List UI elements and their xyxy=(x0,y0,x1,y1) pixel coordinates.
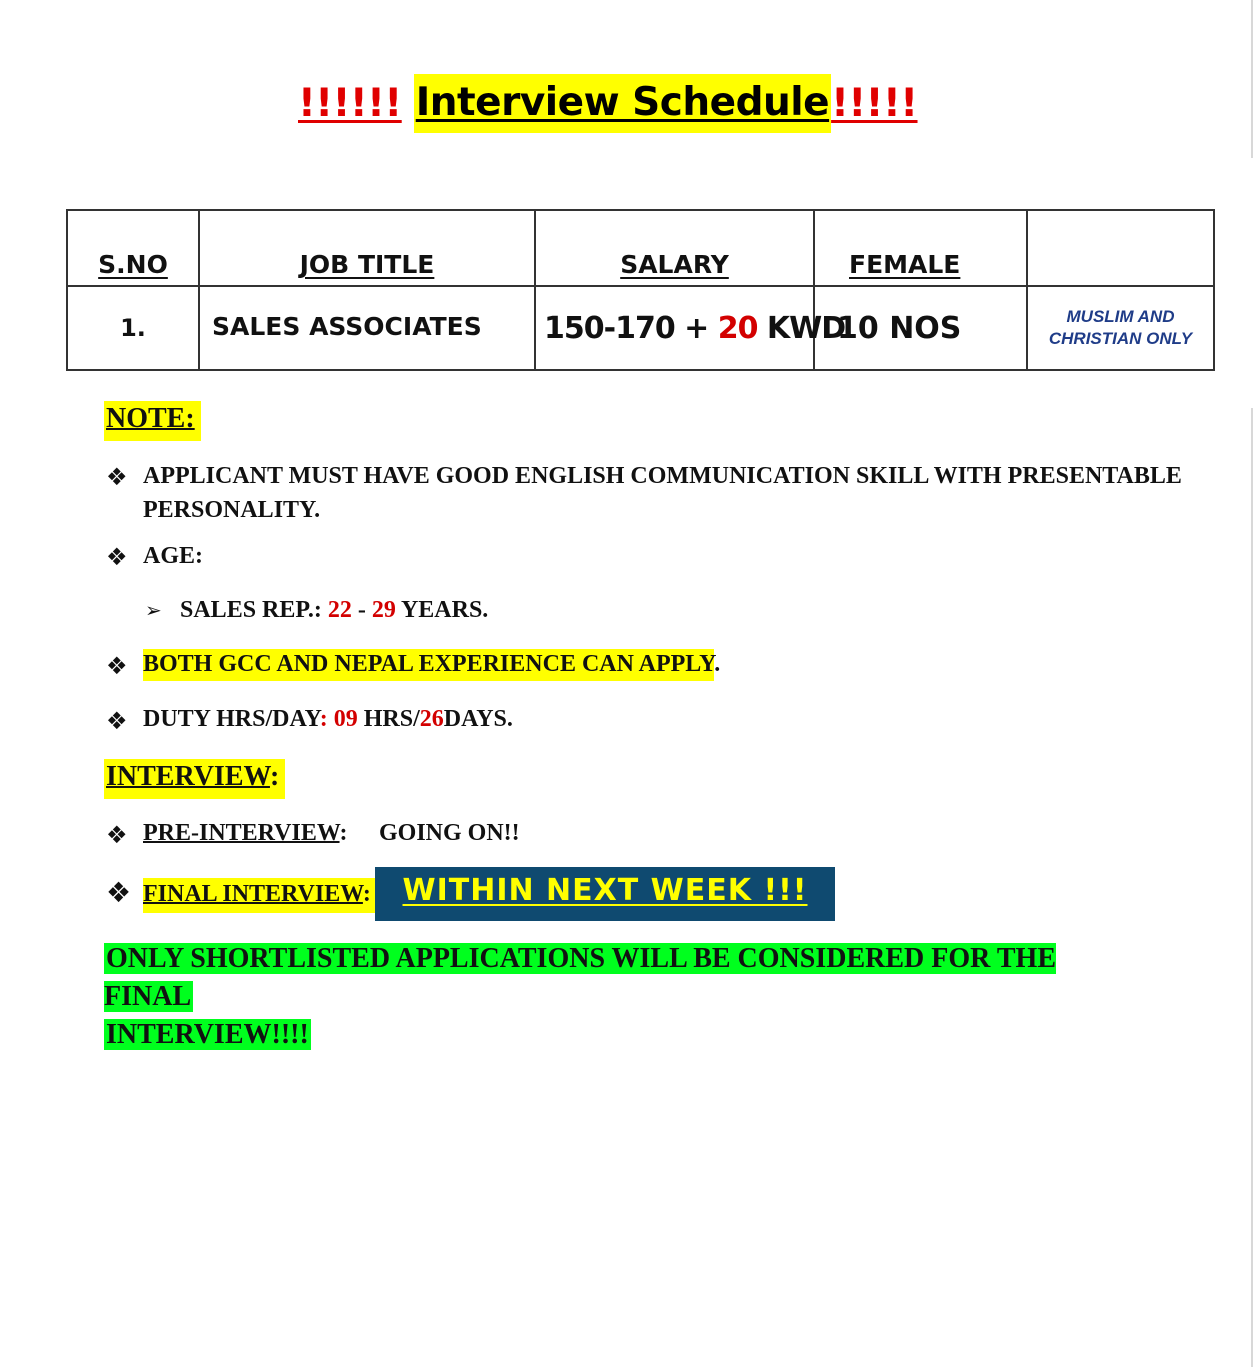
duty-colon: : xyxy=(319,706,334,732)
title-text: Interview Schedule xyxy=(414,74,831,133)
diamond-bullet-icon: ❖ xyxy=(106,463,128,491)
closing-note-line-2: INTERVIEW!!!! xyxy=(106,1019,309,1050)
note-heading xyxy=(104,401,201,441)
experience-end: . xyxy=(714,651,721,677)
header-extra xyxy=(1027,210,1214,286)
interview-heading-colon: : xyxy=(269,761,280,792)
diamond-bullet-icon: ❖ xyxy=(106,707,128,735)
duty-end: DAYS. xyxy=(443,706,513,732)
note-subitem-sales-rep-age xyxy=(180,597,488,624)
note-heading-text: NOTE: xyxy=(106,403,195,434)
job-table xyxy=(66,209,1215,371)
cell-religion xyxy=(1027,286,1214,370)
duty-days: 26 xyxy=(419,706,444,732)
header-salary: SALARY xyxy=(535,210,814,286)
final-interview-status-box xyxy=(375,867,835,921)
pre-interview-status: GOING ON!! xyxy=(379,820,520,846)
religion-line-2: CHRISTIAN ONLY xyxy=(1048,329,1193,348)
note-item-english-line-1: APPLICANT MUST HAVE GOOD ENGLISH COMMUNICATION SKILL WITH PRESENTABLE xyxy=(143,463,1182,489)
age-min: 22 xyxy=(327,597,352,623)
interview-heading-text: INTERVIEW xyxy=(106,761,270,792)
pre-interview-row xyxy=(143,820,348,847)
note-item-english-line-2: PERSONALITY. xyxy=(143,497,321,523)
duty-mid: HRS/ xyxy=(357,706,420,732)
diamond-bullet-icon: ❖ xyxy=(106,652,128,680)
final-interview-colon: : xyxy=(362,881,371,907)
interview-heading xyxy=(104,759,285,799)
pre-interview-colon: : xyxy=(339,820,348,846)
cell-salary xyxy=(535,286,846,370)
cell-job-title: SALES ASSOCIATES xyxy=(199,286,535,370)
final-interview-label: FINAL INTERVIEW xyxy=(143,881,363,907)
header-sno: S.NO xyxy=(67,210,199,286)
cell-female: 10 NOS xyxy=(814,286,1027,370)
arrow-bullet-icon: ➢ xyxy=(145,598,162,622)
duty-hours: 09 xyxy=(333,706,358,732)
note-item-duty-hours xyxy=(143,706,513,733)
age-max: 29 xyxy=(371,597,396,623)
age-separator: - xyxy=(351,597,372,623)
age-unit: YEARS. xyxy=(395,597,489,623)
pre-interview-label: PRE-INTERVIEW xyxy=(143,820,340,846)
page-title xyxy=(298,72,918,134)
table-row xyxy=(67,286,1214,370)
experience-text: BOTH GCC AND NEPAL EXPERIENCE CAN APPLY xyxy=(143,649,714,681)
header-female: FEMALE xyxy=(814,210,1027,286)
closing-note-line-1: ONLY SHORTLISTED APPLICATIONS WILL BE CONSIDERED FOR THE FINAL xyxy=(104,943,1056,1012)
note-item-experience xyxy=(143,651,720,678)
diamond-bullet-icon: ❖ xyxy=(106,543,128,571)
final-interview-label-wrap xyxy=(143,878,375,913)
salary-base: 150-170 + xyxy=(544,310,718,346)
header-job-title: JOB TITLE xyxy=(199,210,535,286)
closing-note xyxy=(104,940,1104,1054)
religion-line-1: MUSLIM AND xyxy=(1066,307,1175,326)
note-item-age: AGE: xyxy=(143,543,203,569)
cell-sno: 1. xyxy=(67,286,199,370)
diamond-bullet-icon: ❖ xyxy=(106,876,132,909)
title-exclamations-right: !!!!! xyxy=(831,80,918,126)
duty-label: DUTY HRS/DAY xyxy=(143,706,320,732)
table-header-row xyxy=(67,210,1214,286)
sales-rep-label: SALES REP.: xyxy=(180,597,328,623)
diamond-bullet-icon: ❖ xyxy=(106,821,128,849)
title-exclamations-left: !!!!!! xyxy=(298,80,402,126)
final-interview-row xyxy=(143,881,375,908)
final-interview-status: WITHIN NEXT WEEK !!! xyxy=(402,872,808,908)
salary-bonus: 20 xyxy=(717,310,758,346)
salary-unit: KWD xyxy=(757,310,846,346)
